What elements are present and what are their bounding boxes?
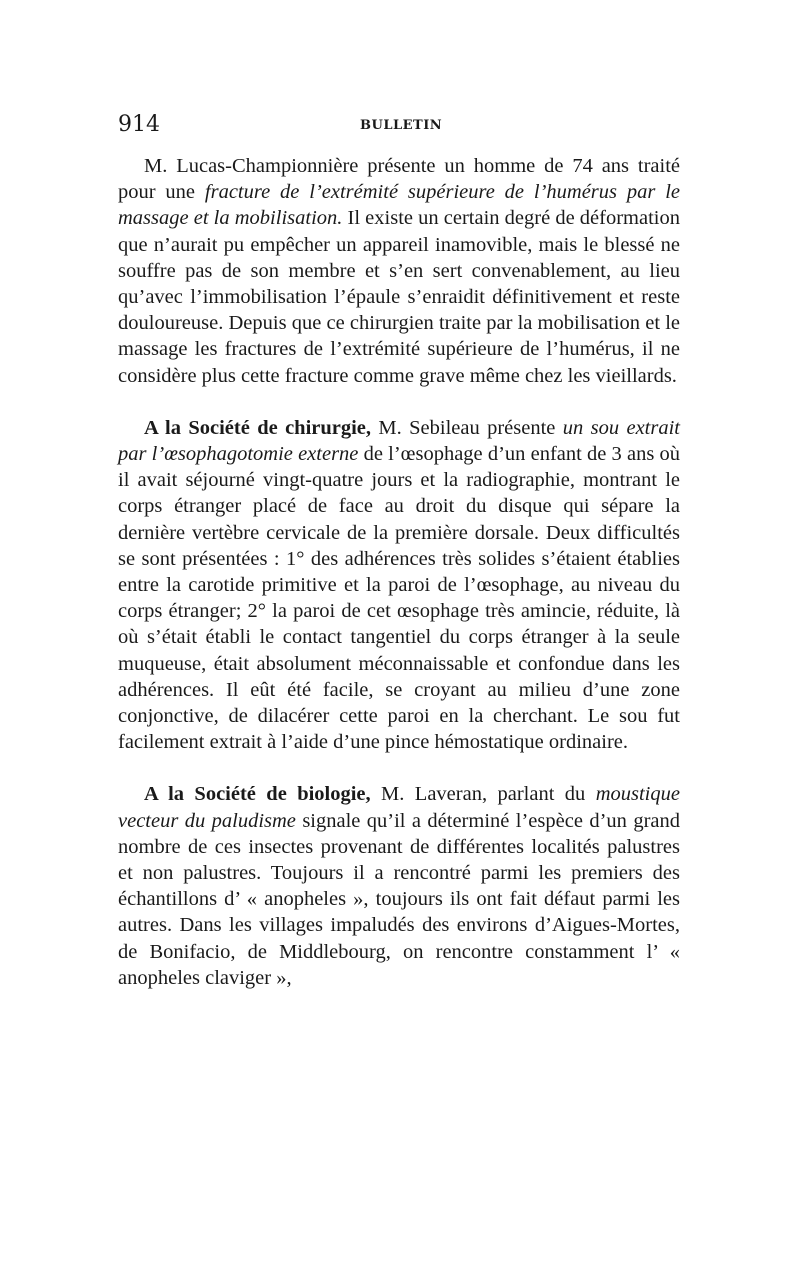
paragraph-text: Il existe un certain degré de déformation que n’aurait pu empêcher un appareil inamovible, mais le blessé ne souffre pas de son membre et s’en sert convenablement, au lieu qu’avec l’immobilisation l’épaule s’enraidit définitivement et reste douloureuse. Depuis que ce chirurgien traite par la mobilisation et le massage les fractures de l’extrémité supérieure de l’humérus, il ne considère plus cette fracture comme grave même chez les vieillards.: [118, 207, 680, 387]
paragraph-societe-biologie: [118, 781, 680, 991]
paragraph-lead: M. Lucas-Championnière: [144, 155, 359, 177]
paragraph-italic-title: fracture de l’extrémité supérieure de l’humérus par le massage et la mobilisation.: [118, 181, 680, 230]
paragraph-text: signale qu’il a déterminé l’espèce d’un grand nombre de ces insectes provenant de différentes localités palustres et non palustres. Toujours il a rencontré parmi les premiers des échantillons d’ « anopheles », toujours ils ont fait défaut parmi les autres. Dans les villages impaludés des environs d’Aigues-Mortes, de Bonifacio, de Middlebourg, on rencontre constamment l’ « anopheles claviger »,: [118, 809, 680, 989]
page-number: 914: [118, 112, 160, 137]
paragraph-text: M. Sebileau présente: [371, 416, 563, 439]
paragraph-lucas-championniere: [118, 153, 680, 389]
paragraph-text: M. Laveran, parlant du: [370, 783, 596, 806]
paragraph-italic-title: un sou extrait par l’œsophagotomie externe: [118, 416, 680, 466]
paragraph-societe-chirurgie: [118, 415, 680, 756]
paragraph-text: présente un homme de 74 ans traité pour une: [118, 155, 680, 204]
paragraph-text: de l’œsophage d’un enfant de 3 ans où il avait séjourné vingt-quatre jours et la radiographie, montrant le corps étranger placé de face au droit du disque qui sépare la dernière vertèbre cervicale de la première dorsale. Deux difficultés se sont présentées : 1° des adhérences très solides s’étaient établies entre la carotide primitive et la paroi de l’œsophage, au niveau du corps étranger; 2° la paroi de cet œsophage très amincie, réduite, là où s’était établi le contact tangentiel du corps étranger à la seule muqueuse, était absolument méconnaissable et confondue dans les adhérences. Il eût été facile, se croyant au milieu d’une zone conjonctive, de dilacérer cette paroi en la cherchant. Le sou fut facilement extrait à l’aide d’une pince hémostatique ordinaire.: [118, 443, 681, 754]
page-header: [118, 112, 680, 142]
page-body: [118, 153, 680, 991]
paragraph-lead: A la Société de biologie,: [144, 783, 371, 806]
paragraph-italic-title: moustique vecteur du paludisme: [118, 783, 680, 832]
running-head: BULLETIN: [360, 118, 443, 133]
paragraph-lead: A la Société de chirurgie,: [144, 416, 372, 439]
